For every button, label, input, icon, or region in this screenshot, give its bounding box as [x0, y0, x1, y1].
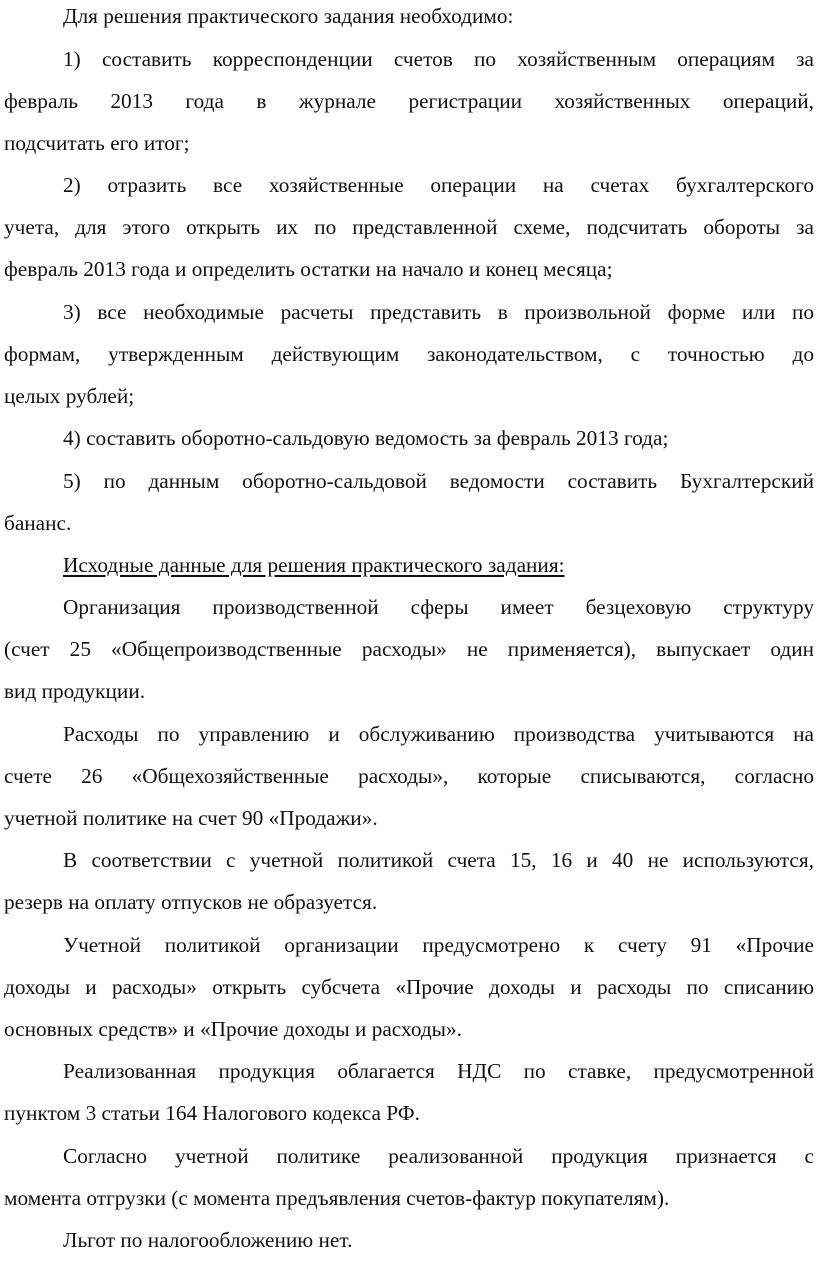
task-item-2-line-2: учета, для этого открыть их по представленной схеме, подсчитать обороты за: [4, 215, 814, 239]
task-item-5-line-2: бананс.: [4, 511, 72, 535]
section-heading-text: Исходные данные для решения практического задания:: [63, 553, 565, 577]
para-expenses-line-2: счете 26 «Общехозяйственные расходы», которые списываются, согласно: [4, 764, 814, 788]
task-item-3-line-2: формам, утвержденным действующим законодательством, с точностью до: [4, 342, 814, 366]
para-subaccounts-line-3: основных средств» и «Прочие доходы и расходы».: [4, 1017, 462, 1041]
para-vat-line-2: пунктом 3 статьи 164 Налогового кодекса РФ.: [4, 1101, 420, 1125]
task-item-2-line-3: февраль 2013 года и определить остатки на начало и конец месяца;: [4, 257, 613, 281]
para-revenue-line-1: Согласно учетной политике реализованной продукция признается с: [63, 1144, 814, 1168]
para-organization-line-2: (счет 25 «Общепроизводственные расходы» не применяется), выпускает один: [4, 637, 814, 661]
para-subaccounts-line-2: доходы и расходы» открыть субсчета «Прочие доходы и расходы по списанию: [4, 975, 814, 999]
task-item-2-line-1: 2) отразить все хозяйственные операции на счетах бухгалтерского: [63, 173, 814, 197]
task-item-4: 4) составить оборотно-сальдовую ведомость за февраль 2013 года;: [63, 426, 669, 450]
section-heading: [63, 550, 814, 580]
para-expenses-line-3: учетной политике на счет 90 «Продажи».: [4, 806, 378, 830]
para-vat-line-1: Реализованная продукция облагается НДС по ставке, предусмотренной: [63, 1059, 814, 1083]
para-accounts-line-2: резерв на оплату отпусков не образуется.: [4, 890, 378, 914]
task-item-3-line-1: 3) все необходимые расчеты представить в произвольной форме или по: [63, 300, 814, 324]
task-item-5-line-1: 5) по данным оборотно-сальдовой ведомости составить Бухгалтерский: [63, 469, 814, 493]
task-item-1-line-2: февраль 2013 года в журнале регистрации хозяйственных операций,: [4, 89, 814, 113]
task-intro: Для решения практического задания необходимо:: [63, 4, 514, 28]
para-tax-benefits: Льгот по налогообложению нет.: [63, 1228, 353, 1252]
para-organization-line-1: Организация производственной сферы имеет безцеховую структуру: [63, 595, 814, 619]
para-accounts-line-1: В соответствии с учетной политикой счета 15, 16 и 40 не используются,: [63, 848, 814, 872]
para-organization-line-3: вид продукции.: [4, 679, 146, 703]
task-item-1-line-1: 1) составить корреспонденции счетов по хозяйственным операциям за: [63, 47, 814, 71]
para-revenue-line-2: момента отгрузки (с момента предъявления счетов-фактур покупателям).: [4, 1186, 670, 1210]
para-expenses-line-1: Расходы по управлению и обслуживанию производства учитываются на: [63, 722, 814, 746]
task-item-3-line-3: целых рублей;: [4, 384, 135, 408]
task-item-1-line-3: подсчитать его итог;: [4, 131, 190, 155]
para-subaccounts-line-1: Учетной политикой организации предусмотрено к счету 91 «Прочие: [63, 933, 814, 957]
